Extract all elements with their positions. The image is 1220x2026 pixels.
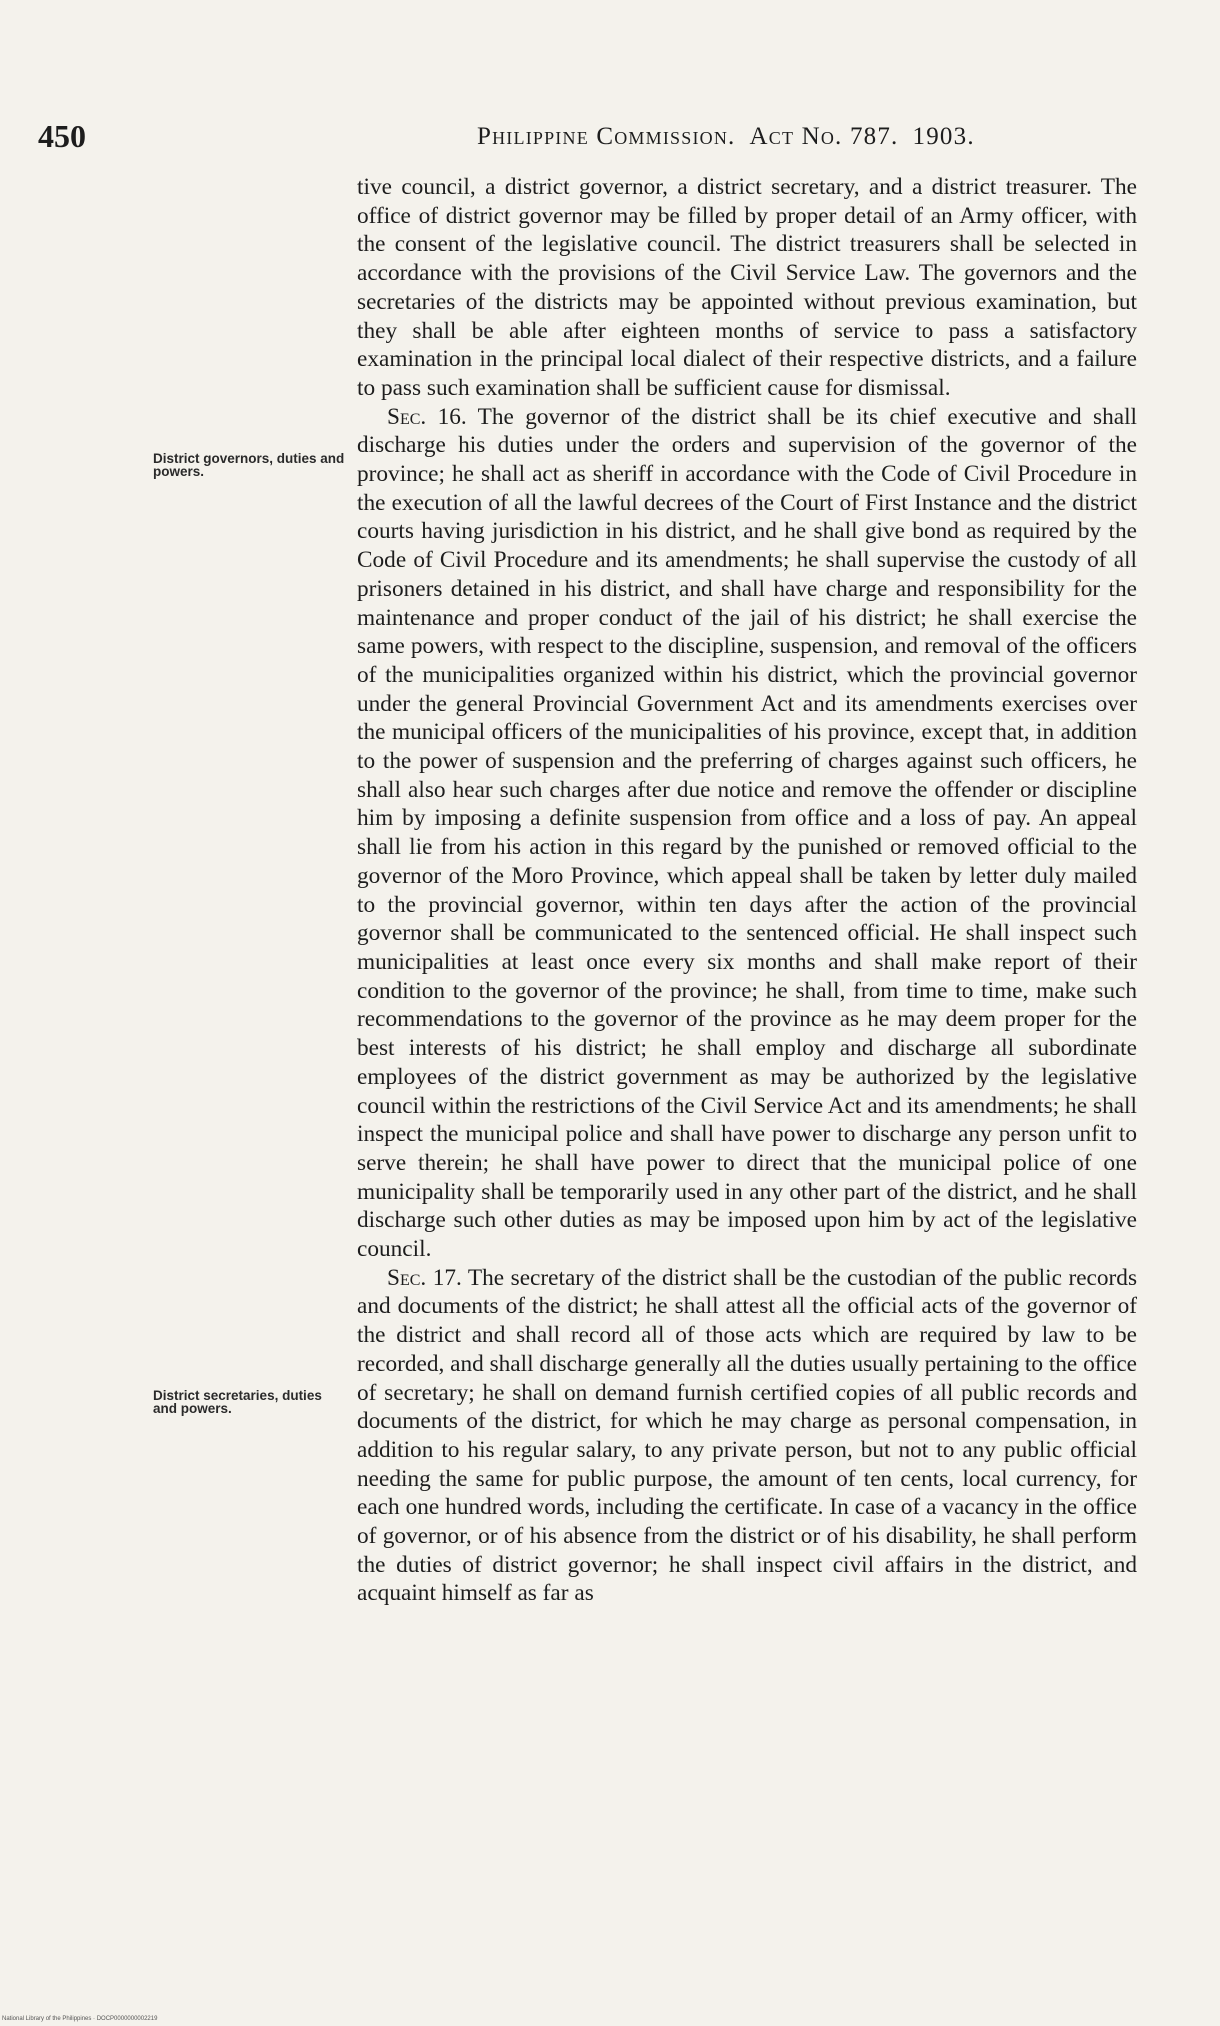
margin-note-district-governors: District governors, duties and powers. (153, 451, 345, 479)
body-text (357, 173, 1137, 1608)
section-17-text: The secretary of the district shall be the custodian of the public records and documents of the district; he shall attest all the official acts of the governor of the district and shall record all of those acts which are required by law to be recorded, and shall discharge generally all the duties usually pertaining to the office of secretary; he shall on demand furnish certified copies of all public records and documents of the district, for which he may charge as personal compensation, in addition to his regular salary, to any private person, but not to any public official needing the same for public purpose, the amount of ten cents, local currency, for each one hundred words, including the certificate. In case of a vacancy in the office of governor, or of his absence from the district or of his disability, he shall perform the duties of district governor; he shall inspect civil affairs in the district, and acquaint himself as far as (357, 1264, 1138, 1607)
running-head-year: 1903. (912, 123, 975, 150)
section-17-label: Sec. 17. (387, 1264, 462, 1291)
footer-credit: National Library of the Philippines · DOCP0000000002219 (2, 2016, 158, 2022)
page-number: 450 (38, 118, 86, 154)
intro-paragraph: tive council, a district governor, a district secretary, and a district treasurer. The office of district governor may be filled by proper detail of an Army officer, with the consent of the legislative council. The district treasurers shall be selected in accordance with the provisions of the Civil Service Law. The governors and the secretaries of the districts may be appointed without previous examination, but they shall be able after eighteen months of service to pass a satisfactory examination in the principal local dialect of their respective districts, and a failure to pass such examination shall be sufficient cause for dismissal. (357, 174, 1137, 401)
section-16-paragraph (357, 403, 1137, 1264)
section-16-label: Sec. 16. (387, 403, 467, 430)
running-head (477, 123, 975, 151)
section-16-text: The governor of the district shall be its chief executive and shall discharge his duties under the orders and supervision of the governor of the province; he shall act as sheriff in accordance with the Code of Civil Procedure in the execution of all the lawful decrees of the Court of First Instance and the district courts having jurisdiction in his district, and he shall give bond as required by the Code of Civil Procedure and its amendments; he shall supervise the custody of all prisoners detained in his district, and shall have charge and responsibility for the maintenance and proper conduct of the jail of his district; he shall exercise the same powers, with respect to the discipline, suspension, and removal of the officers of the municipalities organized within his district, which the provincial governor under the general Provincial Government Act and its amendments exercises over the municipal officers of the municipalities of his province, except that, in addition to the power of suspension and the preferring of charges against such officers, he shall also hear such charges after due notice and remove the offender or discipline him by imposing a definite suspension from office and a loss of pay. An appeal shall lie from his action in this regard by the punished or removed official to the governor of the Moro Province, which appeal shall be taken by letter duly mailed to the provincial governor, within ten days after the action of the provincial governor shall be communicated to the sentenced official. He shall inspect such municipalities at least once every six months and shall make report of their condition to the governor of the province; he shall, from time to time, make such recommendations to the governor of the province as he may deem proper for the best interests of his district; he shall employ and discharge all subordinate employees of the district government as may be authorized by the legislative council within the restrictions of the Civil Service Act and its amendments; he shall inspect the municipal police and shall have power to discharge any person unfit to serve therein; he shall have power to direct that the municipal police of one municipality shall be temporarily used in any other part of the district, and he shall discharge such other duties as may be imposed upon him by act of the legislative council. (357, 403, 1138, 1263)
section-17-paragraph (357, 1264, 1137, 1608)
running-head-act: Act No. 787. (749, 123, 899, 150)
running-head-title: Philippine Commission. (477, 123, 736, 150)
margin-note-district-secretaries: District secretaries, duties and powers. (153, 1388, 322, 1416)
